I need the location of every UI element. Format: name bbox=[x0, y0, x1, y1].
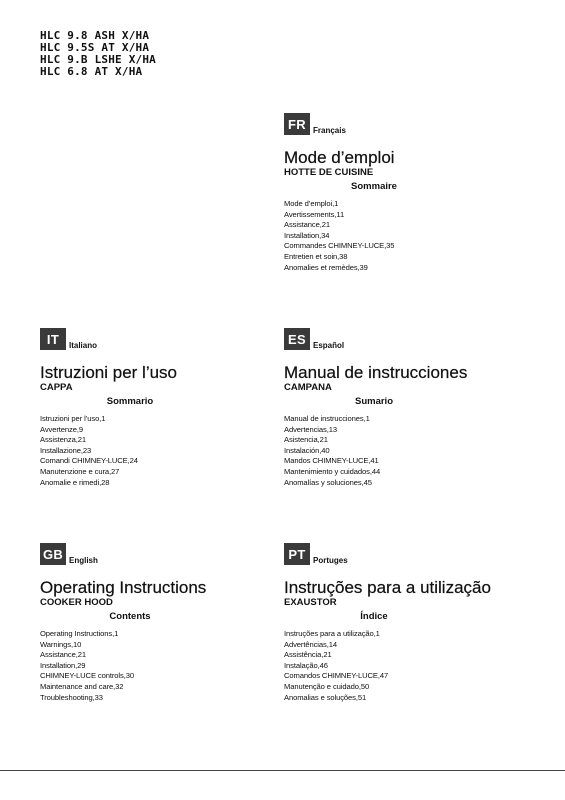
table-of-contents bbox=[40, 414, 290, 488]
toc-item[interactable]: Advertencias,13 bbox=[284, 424, 337, 434]
toc-item[interactable]: Operating Instructions,1 bbox=[40, 629, 119, 638]
section-it bbox=[40, 328, 290, 488]
model-number: HLC 9.5S AT X/HA bbox=[40, 41, 150, 54]
language-code-badge: PT bbox=[284, 543, 310, 565]
toc-item[interactable]: Instalação,46 bbox=[284, 660, 328, 670]
toc-item[interactable]: Instalación,40 bbox=[284, 445, 330, 455]
language-name: Français bbox=[313, 126, 346, 135]
toc-item[interactable]: Mode d’emploi,1 bbox=[284, 199, 339, 208]
language-code-badge: IT bbox=[40, 328, 66, 350]
section-title: Mode d’emploi bbox=[284, 148, 395, 167]
section-title: Manual de instrucciones bbox=[284, 363, 468, 382]
toc-item[interactable]: Anomalies et remèdes,39 bbox=[284, 262, 368, 272]
toc-item[interactable]: Warnings,10 bbox=[40, 639, 82, 649]
summary-heading: Sommaire bbox=[351, 181, 397, 192]
toc-item[interactable]: Instruções para a utilização,1 bbox=[284, 629, 380, 638]
toc-item[interactable]: Installation,29 bbox=[40, 660, 86, 670]
toc-item[interactable]: Comandos CHIMNEY-LUCE,47 bbox=[284, 671, 389, 681]
model-number: HLC 9.B LSHE X/HA bbox=[40, 53, 156, 66]
bottom-divider bbox=[0, 770, 565, 771]
section-gb bbox=[40, 543, 290, 703]
model-number: HLC 6.8 AT X/HA bbox=[40, 65, 143, 78]
summary-heading: Contents bbox=[109, 611, 151, 622]
toc-item[interactable]: Mandos CHIMNEY-LUCE,41 bbox=[284, 456, 379, 466]
toc-item[interactable]: Manual de instrucciones,1 bbox=[284, 414, 370, 423]
toc-item[interactable]: Assistance,21 bbox=[284, 220, 330, 230]
section-title: Operating Instructions bbox=[40, 578, 207, 597]
model-number: HLC 9.8 ASH X/HA bbox=[40, 29, 150, 42]
section-subtitle: COOKER HOOD bbox=[40, 597, 113, 608]
toc-item[interactable]: Manutenzione e cura,27 bbox=[40, 466, 120, 476]
language-name: Portuges bbox=[313, 556, 348, 565]
toc-item[interactable]: Anomalias e soluções,51 bbox=[284, 692, 367, 702]
toc-item[interactable]: Assistance,21 bbox=[40, 650, 86, 660]
section-pt bbox=[284, 543, 534, 703]
section-es bbox=[284, 328, 534, 488]
summary-heading: Índice bbox=[360, 611, 388, 622]
section-subtitle: HOTTE DE CUISINE bbox=[284, 167, 374, 178]
model-list bbox=[40, 30, 156, 78]
toc-item[interactable]: Mantenimiento y cuidados,44 bbox=[284, 466, 381, 476]
summary-heading: Sommario bbox=[106, 396, 154, 407]
section-subtitle: CAPPA bbox=[40, 382, 73, 393]
toc-item[interactable]: Avertissements,11 bbox=[284, 209, 345, 219]
toc-item[interactable]: CHIMNEY-LUCE controls,30 bbox=[40, 671, 134, 681]
toc-item[interactable]: Avvertenze,9 bbox=[40, 424, 83, 434]
toc-item[interactable]: Installation,34 bbox=[284, 230, 330, 240]
language-code-badge: GB bbox=[40, 543, 66, 565]
toc-item[interactable]: Assistência,21 bbox=[284, 650, 332, 660]
toc-item[interactable]: Anomalie e rimedi,28 bbox=[40, 477, 110, 487]
toc-item[interactable]: Manutenção e cuidado,50 bbox=[284, 681, 370, 691]
toc-item[interactable]: Istruzioni per l’uso,1 bbox=[40, 414, 106, 423]
language-name: Italiano bbox=[69, 341, 98, 350]
table-of-contents bbox=[284, 414, 534, 488]
language-name: Español bbox=[313, 341, 345, 350]
toc-item[interactable]: Anomalías y soluciones,45 bbox=[284, 477, 372, 487]
section-subtitle: CAMPANA bbox=[284, 382, 332, 393]
toc-item[interactable]: Installazione,23 bbox=[40, 445, 92, 455]
language-code-badge: ES bbox=[284, 328, 310, 350]
toc-item[interactable]: Assistenza,21 bbox=[40, 435, 86, 445]
toc-item[interactable]: Entretien et soin,38 bbox=[284, 251, 348, 261]
toc-item[interactable]: Advertências,14 bbox=[284, 639, 337, 649]
section-title: Istruzioni per l’uso bbox=[40, 363, 178, 382]
section-fr bbox=[284, 113, 534, 273]
summary-heading: Sumario bbox=[354, 396, 393, 407]
toc-item[interactable]: Asistencia,21 bbox=[284, 435, 328, 445]
table-of-contents bbox=[284, 199, 534, 273]
table-of-contents bbox=[284, 629, 534, 703]
table-of-contents bbox=[40, 629, 290, 703]
toc-item[interactable]: Commandes CHIMNEY-LUCE,35 bbox=[284, 241, 395, 251]
toc-item[interactable]: Maintenance and care,32 bbox=[40, 681, 124, 691]
toc-item[interactable]: Troubleshooting,33 bbox=[40, 692, 103, 702]
language-name: English bbox=[69, 556, 98, 565]
section-subtitle: EXAUSTOR bbox=[284, 597, 337, 608]
language-code-badge: FR bbox=[284, 113, 310, 135]
section-title: Instruções para a utilização bbox=[284, 578, 491, 597]
toc-item[interactable]: Comandi CHIMNEY-LUCE,24 bbox=[40, 456, 138, 466]
